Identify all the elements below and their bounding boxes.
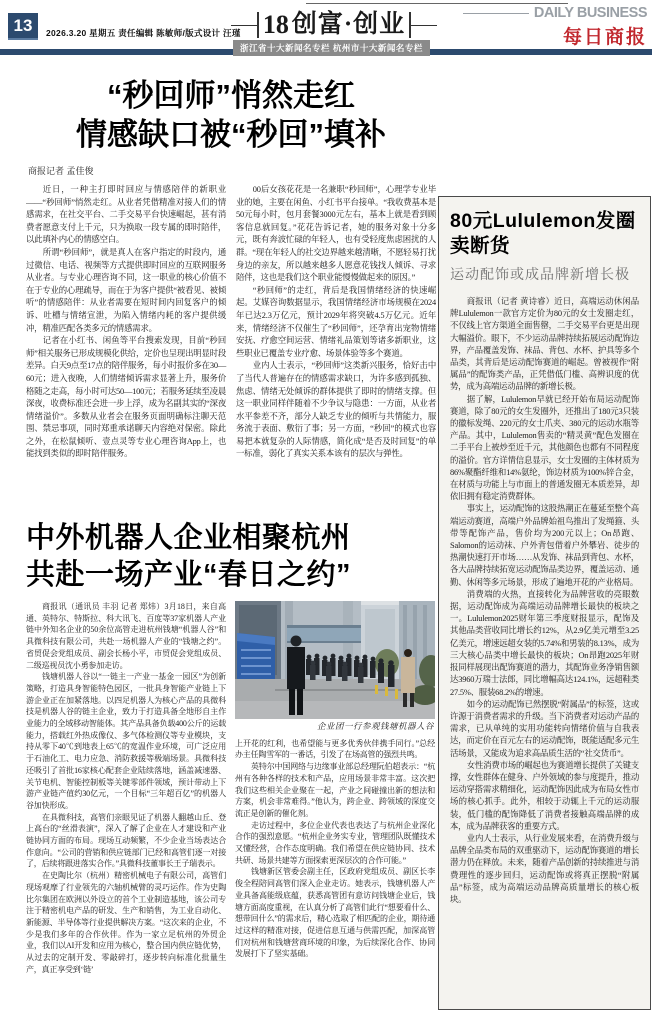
article1-headline-line1: “秒回师”悄然走红 <box>107 78 355 113</box>
article-robot-valley <box>26 520 436 1004</box>
article-paragraph: 业内人士表示，“秒回师”这类新兴服务，恰好击中了当代人普遍存在的情感需求缺口，为许多感到孤独、焦虑、情绪无处倾诉的群体提供了即时的情绪支撑。但这一职业同样伴随着不少争议与隐患：一方面，从业者水平参差不齐，部分人缺乏专业的倾听与共情能力，服务流于表面、敷衍了事；另一方面，“秒回”的模式也容易把本就复杂的人际情感，简化成“是否及时回复”的单一标准，弱化了真实关系本该有的层次与弹性。 <box>236 361 436 459</box>
masthead-chinese: 每日商报 <box>562 27 647 48</box>
banner-cap-left <box>257 12 259 38</box>
header-top-rule <box>306 3 568 4</box>
article2-column-1 <box>26 601 226 999</box>
article1-column-1 <box>26 184 226 516</box>
article-paragraph: “秒回师”的走红，背后是我国情绪经济的快速崛起。艾媒咨询数据显示，我国情绪经济市场规模在2024年已达2.3万亿元，预计2029年将突破4.5万亿元。近年来，情绪经济不仅催生了“秒回师”，还孕育出宠物情绪安抚、疗愈空间运营、情绪礼品策划等诸多新职业，这些职业已覆盖专业疗愈、场景体验等多个赛道。 <box>236 285 436 358</box>
article-miaohuishi <box>26 76 436 516</box>
article2-headline-line1: 中外机器人企业相聚杭州 <box>26 522 351 554</box>
article-paragraph: 据了解，Lululemon早就已经开始布局运动配饰赛道，除了80元的女生发圈外，还推出了180元3只装的徽标发绳、220元的女士爪夹、380元的运动水瓶等产品。其中，Lululemon售卖的“精灵黄”配色发圈在二手平台上被炒至近千元，其他颜色也都有不同程度的溢价。官方详情信息显示，女士发圈的主体材质为86%聚酯纤维和14%氨纶，饰边材质为100%锌合金，在材质与功能上与市面上的普通发圈无本质差异，却依旧拥有稳定消费群体。 <box>450 394 639 502</box>
article-paragraph: 00后女孩花花是一名兼职“秒回师”，心理学专业毕业的她，主要在闲鱼、小红书平台接单。“我收费基本是50元每小时，包月套餐3000元左右，基本上就是看到顾客信息就回复。”花花告诉记者，她的服务对象十分多元，既有奔波忙碌的年轻人，也有受轻度焦虑困扰的人群。“现在年轻人的社交边界越来越清晰，不愿轻易打扰身边的亲友，所以越来越多人愿意花钱找人倾诉、寻求陪伴，这也是我们这个职业能慢慢做起来的原因。” <box>236 185 436 283</box>
masthead-english: DAILY BUSINESS <box>533 5 647 21</box>
article-paragraph: 商报讯（通讯员 丰羽 记者 郑炜）3月18日，来自高通、英特尔、特斯拉、科大讯飞、百度等37家机器人产业链中外知名企业的50余位高管走进杭州钱塘“机器人谷”和具微科技有限公司，共赴一场机器人产业的“钱塘之约”。省贸促会党组成员、副会长杨小平，市贸促会党组成员、二级巡视员沈小勇参加走访。 <box>26 602 226 670</box>
article-paragraph: 消费端的火热，直接转化为品牌营收的亮眼数据，运动配饰成为高端运动品牌增长最快的板块之一。Lululemon2025财年第三季度财报显示，配饰及其他品类营收同比增长约12%，从2.9亿美元增至3.25亿美元，增速远超女装的5.74%和男装的8.13%，成为三大核心品类中增长最快的板块；On昂跑2025年财报同样展现出配饰赛道的潜力，其配饰业务净销售额达3960万瑞士法郎，同比增幅高达124.1%，远超鞋类27.5%、服装68.2%的增速。 <box>450 589 639 697</box>
news-photo-block <box>235 601 435 733</box>
section-banner <box>228 8 440 42</box>
article1-byline: 商报记者 孟佳俊 <box>28 166 94 176</box>
masthead <box>463 5 647 49</box>
article2-column-2 <box>235 601 435 999</box>
sidebar-headline-line2: 卖断货 <box>450 235 511 257</box>
article-paragraph: 近日，一种主打即时回应与情感陪伴的新职业——“秒回师”悄然走红。从业者凭借精准对接人们的情感需求，在社交平台、二手交易平台快速崛起，甚有消费者愿意支付上千元，只为换取一段专属的即时陪伴，以此填补内心的情感空白。 <box>26 185 226 245</box>
article-paragraph: 业内人士表示，从行业发展来看，在消费升级与品牌全品类布局的双重驱动下，运动配饰赛道的增长潜力仍在释放。未来，随着产品创新的持续推进与消费理性的逐步回归，运动配饰或将真正摆脱“附属品”标签，成为高端运动品牌高质量增长的核心板块。 <box>450 833 639 904</box>
article-paragraph: 商报讯（记者 黄诗睿）近日，高端运动休闲品牌Lululemon一款官方定价为80元的女士发圈走红，不仅线上官方渠道全面售罄，二手交易平台更是出现大幅溢价。眼下，不少运动品牌持续拓展运动配饰边界，产品覆盖发饰、袜品、背包、水杯、护具等多个品类，其背后是运动配饰赛道的崛起。曾被视作“附属品”的配饰类产品，正凭借低门槛、高辨识度的优势，成为高端运动品牌的新增长极。 <box>450 297 639 392</box>
page-number-badge: 13 <box>8 13 38 40</box>
article-paragraph: 在史陶比尔（杭州）精密机械电子有限公司，高管们现场观摩了行业领先的六轴机械臂的灵巧运作。作为史陶比尔集团在欧洲以外设立的首个工业制造基地，该公司专注于精密机电产品的研发、生产和销售，为工业自动化、新能源、半导体等行业提供解决方案。“这次来的企业，不少是我们多年的合作伙伴。作为一家立足杭州的外贸企业，我们以AI开发和应用为核心，整合国内供应链优势，从过去的定制开发、零敲碎打，逐步转向标准化批量生产，真正享受到‘链’ <box>26 871 226 974</box>
banner-rule-right <box>411 25 437 26</box>
section-number: 18 <box>262 10 289 39</box>
article1-headline-line2: 情感缺口被“秒回”填补 <box>76 117 386 152</box>
section-title: 创富·创业 <box>291 11 406 38</box>
article-paragraph: 所谓“秒回师”，就是真人在客户指定的时段内，通过微信、电话、视频等方式提供即时回应的互联网服务从业者。与专业心理咨询不同，这一职业的核心价值不在于专业的心理疏导，而在于为客户提供“被看见、被倾听”的情感陪伴：从业者需要在短时间内回复客户的倾诉、吐槽与情绪宣泄，为陷入情绪内耗的客户提供缓冲，精准匹配各类多元的情感需求。 <box>26 247 226 333</box>
masthead-rule <box>463 13 529 14</box>
sidebar-headline-line1: 80元Lululemon发圈 <box>450 210 636 232</box>
article-paragraph: 钱塘新区管委会副主任，区政府党组成员、副区长李俊全程陪同高管们深入企业走访。她表示，钱塘机器人产业具备高能级底蕴，获悉高管团有意访问钱塘企业后，钱塘方面高度重视，在认真分析了高管们此行“想要看什么、想带回什么”的需求后，精心选取了相匹配的企业，期待通过这样的精准对接，促进信息互通与供需匹配，加深高管们对杭州和钱塘营商环境的印象，为后续深化合作、协同发展打下了坚实基础。 <box>235 867 435 959</box>
article-paragraph: 走访过程中，多位企业代表也表达了与杭州企业深化合作的强烈意愿。“杭州企业务实专业，管理团队既懂技术又懂经营，合作态度明确。我们希望在供应链协同、技术共研、场景共建等方面探索更深层次的合作可能。” <box>235 820 435 865</box>
page-header <box>0 0 652 58</box>
award-badge: 浙江省十大新闻名专栏 杭州市十大新闻名专栏 <box>233 40 430 56</box>
article-paragraph: 事实上，运动配饰的这股热潮正在蔓延至整个高端运动赛道，高端户外品牌始祖鸟推出了发绳箍、头带等配饰产品，售价均为200元以上；On昂跑、Salomon的运动袜、户外背包借着户外攀岩、徒步的热潮快速打开市场……从发饰、袜品到背包、水杯，各大品牌持续拓宽运动配饰品类边界，覆盖运动、通勤、休闲等多元场景，形成了遍地开花的产业格局。 <box>450 504 639 587</box>
article-paragraph: 记者在小红书、闲鱼等平台搜索发现，目前“秒回师”相关服务已形成规模化供给，定价也呈现出明显时段差异。白天9点至17点的陪伴服务，每小时报价多在30—60元；进入夜晚，人们情绪倾诉需求显著上升，服务价格随之走高，每小时可达50—100元；若服务延续至凌晨深夜，收费标准还会进一步上浮，成为名副其实的“深夜情绪溢价”。多数从业者会在服务页面明确标注聊天范围、禁忌事项，同时郑重承诺聊天内容绝对保密。除此之外，在松鼠倾听、壹点灵等专业心理咨询App上，也能找到类似的即时陪伴服务。 <box>26 336 226 459</box>
article2-headline-line2: 共赴一场产业“春日之约” <box>26 559 352 591</box>
article-paragraph: 女性消费市场的崛起也为赛道增长提供了关键支撑，女性群体在健身、户外领域的参与度提升，推动运动穿搭需求精细化，运动配饰因此成为布局女性市场的核心抓手。此外，相较于动辄上千元的运动服装，低门槛的配饰降低了消费者接触高端品牌的成本，成为品牌获客的重要方式。 <box>450 760 639 831</box>
article-paragraph: 如今的运动配饰已然摆脱“附属品”的标签，这或许源于消费者需求的升级。当下消费者对运动产品的需求，已从单纯的实用功能转向情绪价值与自我表达，而定价在百元左右的运动配饰，既能适配多元生活场景，又能成为追求高品质生活的“社交货币”。 <box>450 699 639 758</box>
article-paragraph: 钱塘机器人谷以“一链主一产业一基金一园区”为创新策略，打造具身智能特色园区，一批具身智能产业链上下游企业正在加紧落地。以四足机器人为核心产品的具微科技是机器人谷的链主企业，致力于打造具备全地形自主作业能力的全域移动智能体。其产品具备负载400公斤的运载能力，搭载红外热成像仪、多气体检测仪等专业模块，支持从零下40℃到地表上65℃的宽温作业环境，可广泛应用于石油化工、电力应急、消防救援等极端场景。具微科技还吸引了首批16家核心配套企业陆续落地，涵盖减速器、关节电机、智能控制板等关键零部件领域，预计带动上下游产业链产值约30亿元，一个目标“三年超百亿”的机器人谷加快形成。 <box>26 672 226 810</box>
sidebar-body <box>450 296 639 906</box>
article-paragraph: 上开花的红利，也希望能与更多优秀伙伴携手同行。”总经办主任陶雪军的一番话，引发了在场高管的强烈共鸣。 <box>235 738 435 760</box>
date-editor-line: 2026.3.20 星期五 责任编辑 陈敏师/版式设计 汪瑾 <box>46 28 241 38</box>
sidebar-article-lululemon <box>438 196 651 1010</box>
article1-column-2 <box>236 184 436 516</box>
photo-caption: 企业团一行参观钱塘机器人谷 <box>316 721 434 731</box>
sidebar-subhead: 运动配饰或成品牌新增长极 <box>450 266 630 282</box>
article-paragraph: 英特尔中国网络与边缘事业部总经理阮伯超表示：“杭州有各种各样的技术和产品，应用场景非常丰富。这次把我们这些相关企业聚在一起，产业之间碰撞出新的想法和方案，机会非常难得。”他认为，跨企业、跨领域的深度交流正是创新的催化剂。 <box>235 762 435 818</box>
article-paragraph: 在具微科技，高管们亲眼见证了机器人翻越山丘、登上高台的“丝滑表演”，深入了解了企业在人才建设和产业链协同方面的布局。现场互动频繁，不少企业当场表达合作意向。“公司的营销和供应链部门已经和高管们逐一对接了，后续将跟进落实合作。”具微科技董事长王子瑞表示。 <box>26 812 226 869</box>
banner-rule-left <box>231 25 257 26</box>
news-photo <box>235 601 435 719</box>
